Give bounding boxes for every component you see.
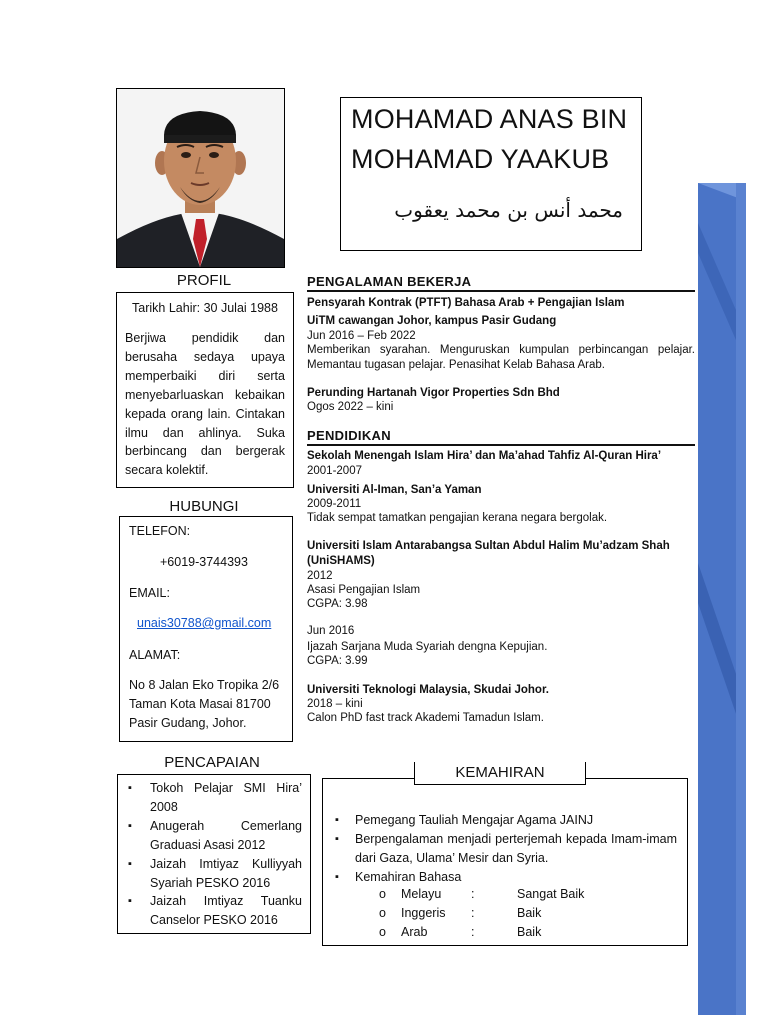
edu-3-programme-2: Ijazah Sarjana Muda Syariah dengna Kepujian.	[307, 641, 548, 653]
skill-item: ▪ Kemahiran Bahasa	[333, 868, 677, 887]
edu-4-dates: 2018 – kini	[307, 698, 363, 710]
email-label: EMAIL:	[129, 586, 170, 600]
language-list	[323, 887, 687, 944]
profile-photo	[116, 88, 285, 268]
name-box	[340, 97, 642, 251]
full-name-line-1: MOHAMAD ANAS BIN	[351, 104, 628, 134]
edu-3-cgpa-2: CGPA: 3.99	[307, 655, 368, 667]
email-link[interactable]: unais30788@gmail.com	[137, 616, 272, 630]
pengalaman-heading: PENGALAMAN BEKERJA	[307, 274, 695, 292]
skill-item: ▪ Pemegang Tauliah Mengajar Agama JAINJ	[333, 811, 677, 830]
edu-3-cgpa-1: CGPA: 3.98	[307, 598, 368, 610]
language-separator: :	[471, 924, 475, 939]
edu-4-name: Universiti Teknologi Malaysia, Skudai Johor.	[307, 684, 549, 696]
arabic-name: محمد أنس بن محمد يعقوب	[394, 198, 623, 222]
edu-1-dates: 2001-2007	[307, 465, 362, 477]
phone-number: +6019-3744393	[160, 555, 248, 569]
edu-3-year-1: 2012	[307, 570, 333, 582]
job-1-title: Pensyarah Kontrak (PTFT) Bahasa Arab + Pengajian Islam	[307, 297, 625, 309]
edu-2-dates: 2009-2011	[307, 498, 362, 510]
achievement-item: ▪ Jaizah Imtiyaz Kulliyyah Syariah PESKO 2016	[126, 855, 302, 893]
skills-box	[322, 778, 688, 946]
language-row-arab	[323, 925, 687, 944]
language-bullet: o	[379, 905, 386, 920]
achievement-item: ▪ Anugerah Cemerlang Graduasi Asasi 2012	[126, 817, 302, 855]
achievement-item: ▪ Tokoh Pelajar SMI Hira’ 2008	[126, 779, 302, 817]
achievements-list	[126, 779, 302, 930]
language-level: Sangat Baik	[517, 887, 585, 901]
language-row-melayu	[323, 887, 687, 906]
edu-3-name: Universiti Islam Antarabangsa Sultan Abdul Halim Mu’adzam Shah	[307, 540, 670, 552]
language-separator: :	[471, 905, 475, 920]
job-2-title: Perunding Hartanah Vigor Properties Sdn Bhd	[307, 387, 560, 399]
job-2-dates: Ogos 2022 – kini	[307, 401, 394, 413]
pendidikan-heading: PENDIDIKAN	[307, 428, 695, 446]
language-name: Melayu	[401, 887, 442, 901]
full-name-line-2: MOHAMAD YAAKUB	[351, 144, 610, 174]
job-1-description: Memberikan syarahan. Menguruskan kumpulan perbincangan pelajar. Memantau tugasan pelajar. Penasihat Kelab Bahasa Arab.	[307, 344, 695, 371]
address-line-2: Taman Kota Masai 81700	[129, 697, 271, 711]
language-separator: :	[471, 887, 475, 901]
language-bullet: o	[379, 887, 386, 901]
edu-4-programme: Calon PhD fast track Akademi Tamadun Islam.	[307, 712, 544, 724]
edu-1-name: Sekolah Menengah Islam Hira’ dan Ma’ahad Tahfiz Al-Quran Hira’	[307, 450, 662, 462]
date-of-birth: Tarikh Lahir: 30 Julai 1988	[132, 301, 278, 315]
profil-box	[116, 292, 294, 488]
skills-list	[333, 811, 677, 887]
profil-summary: Berjiwa pendidik dan berusaha sedaya upaya memperbaiki diri serta menyebarluaskan kebaikan kepada orang lain. Cintakan ilmu dan ahlinya. Suka berbincang dan bergerak secara kolektif.	[125, 331, 285, 478]
job-1-place: UiTM cawangan Johor, kampus Pasir Gudang	[307, 315, 557, 327]
edu-3-name-abbr: (UniSHAMS)	[307, 555, 375, 567]
language-level: Baik	[517, 905, 542, 920]
hubungi-heading: HUBUNGI	[169, 498, 239, 515]
pencapaian-heading: PENCAPAIAN	[164, 754, 260, 771]
language-row-inggeris	[323, 906, 687, 925]
edu-3-year-2: Jun 2016	[307, 625, 355, 637]
decorative-blue-ribbon	[698, 183, 746, 1015]
contact-box	[119, 516, 293, 742]
language-bullet: o	[379, 924, 386, 939]
achievement-item: ▪ Jaizah Imtiyaz Tuanku Canselor PESKO 2016	[126, 892, 302, 930]
language-level: Baik	[517, 924, 542, 939]
kemahiran-heading: KEMAHIRAN	[414, 762, 586, 785]
address-line-1: No 8 Jalan Eko Tropika 2/6	[129, 678, 280, 692]
edu-2-name: Universiti Al-Iman, San’a Yaman	[307, 484, 482, 496]
profil-heading: PROFIL	[176, 272, 232, 289]
job-1-dates: Jun 2016 – Feb 2022	[307, 330, 416, 342]
address-label: ALAMAT:	[129, 648, 181, 662]
skill-item: ▪ Berpengalaman menjadi perterjemah kepada Imam-imam dari Gaza, Ulama’ Mesir dan Syria.	[333, 830, 677, 868]
language-name: Arab	[401, 924, 428, 939]
address-line-3: Pasir Gudang, Johor.	[129, 716, 247, 730]
phone-label: TELEFON:	[129, 524, 191, 538]
edu-2-note: Tidak sempat tamatkan pengajian kerana negara bergolak.	[307, 512, 608, 524]
edu-3-programme-1: Asasi Pengajian Islam	[307, 584, 421, 596]
language-name: Inggeris	[401, 905, 446, 920]
achievements-box	[117, 774, 311, 934]
